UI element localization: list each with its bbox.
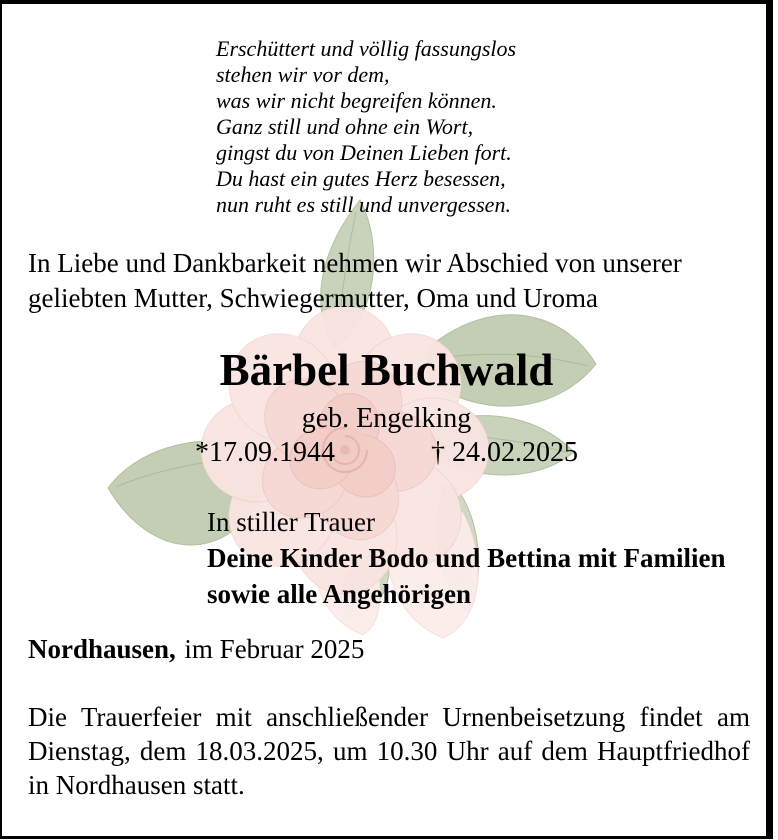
poem-line: Erschüttert und völlig fassungslos [216,36,517,61]
notice-date: im Februar 2025 [184,634,365,664]
intro-line: In Liebe und Dankbarkeit nehmen wir Abschied von unserer [28,248,682,278]
poem-line: Ganz still und ohne ein Wort, [216,114,474,139]
place-date-line [28,634,364,664]
mourners-line: Deine Kinder Bodo und Bettina mit Familien [207,543,726,573]
condolence-poem [216,36,516,218]
intro-line: geliebten Mutter, Schwiegermutter, Oma und Uroma [28,283,598,313]
funeral-info: Die Trauerfeier mit anschließender Urnenbeisetzung findet am Dienstag, dem 18.03.2025, um 10.30 Uhr auf dem Hauptfriedhof in Nordhausen statt. [28,702,750,800]
farewell-intro [28,246,682,316]
mourners-line: sowie alle Angehörigen [207,579,471,609]
life-dates [0,438,773,468]
death-date: † 24.02.2025 [431,437,578,468]
poem-line: was wir nicht begreifen können. [216,88,497,113]
birth-date: *17.09.1944 [195,437,335,468]
deceased-name: Bärbel Buchwald [219,345,554,395]
poem-line: gingst du von Deinen Lieben fort. [216,140,512,165]
mourning-lead: In stiller Trauer [207,507,375,537]
mourning-block [207,504,726,612]
maiden-name: geb. Engelking [301,403,472,434]
poem-line: nun ruht es still und unvergessen. [216,192,511,217]
poem-line: Du hast ein gutes Herz besessen, [216,166,506,191]
place-name: Nordhausen, [28,634,176,664]
poem-line: stehen wir vor dem, [216,62,390,87]
